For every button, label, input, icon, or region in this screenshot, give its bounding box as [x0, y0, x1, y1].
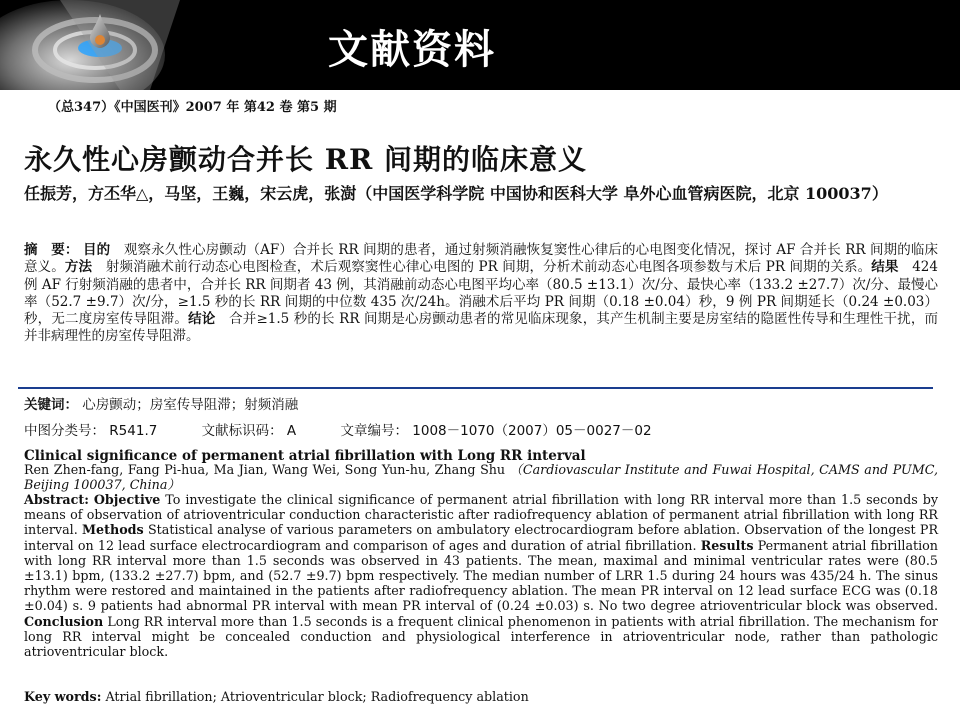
english-affiliation: （Cardiovascular Institute and Fuwai Hospital, CAMS and PUMC, Beijing 100037, China）: [24, 462, 938, 493]
classification-line: [24, 419, 652, 439]
clc-label: 中图分类号：: [24, 423, 105, 439]
chinese-authors: 任振芳，方丕华△，马坚，王巍，宋云虎，张澍（中国医学科学院 中国协和医科大学 阜外心血管病医院，北京 100037）: [24, 184, 888, 203]
doc-code-value: A: [286, 423, 297, 439]
journal-citation: （总347）《中国医刊》2007 年 第42 卷 第5 期: [48, 100, 337, 115]
en-results-label: Results: [700, 537, 754, 553]
english-title: Clinical significance of permanent atrial fibrillation with Long RR interval: [24, 448, 586, 464]
chinese-title: 永久性心房颤动合并长 RR 间期的临床意义: [24, 143, 588, 176]
chinese-abstract: [24, 242, 938, 346]
abstract-label: 摘 要：: [24, 242, 79, 258]
methods-text: 射频消融术前行动态心电图检查，术后观察窦性心律心电图的 PR 间期，分析术前动态心电图各项参数与术后 PR 间期的关系。: [92, 259, 872, 276]
slide-title: 文献资料: [328, 26, 496, 73]
clc-value: R541.7: [109, 423, 158, 439]
conclusion-label: 结论: [188, 311, 216, 328]
en-objective-text: To investigate the clinical significance of permanent atrial fibrillation with long RR interval more than 1.5 seconds by means of observation of atrioventricular conduction characteristic after radiofrequency ablation of permanent atrial fibrillation with long RR interval.: [24, 492, 938, 538]
en-keywords-label: Key words:: [24, 689, 102, 704]
en-conclusion-text: Long RR interval more than 1.5 seconds is a frequent clinical phenomenon in patients with atrial fibrillation. The mechanism for long RR interval might be concealed conduction and physiological interference in atrioventricular node, rather than pathologic atrioventricular block.: [24, 613, 938, 660]
english-abstract: [24, 492, 938, 659]
slide-header: [0, 0, 960, 90]
article-id-value: 1008－1070（2007）05－0027－02: [412, 423, 652, 439]
article-scan: [18, 90, 942, 720]
objective-label: 目的: [82, 242, 111, 258]
methods-label: 方法: [64, 259, 93, 276]
keywords-label: 关键词：: [24, 397, 78, 413]
objective-text: 观察永久性心房颤动（AF）合并长 RR 间期的患者，通过射频消融恢复窦性心律后的心电图变化情况，探讨 AF 合并长 RR 间期的临床意义。: [24, 242, 939, 276]
doc-code-label: 文献标识码：: [201, 423, 283, 439]
en-conclusion-label: Conclusion: [24, 613, 104, 629]
droplet-globe-logo: [0, 0, 190, 90]
english-authors: [24, 462, 938, 492]
en-methods-text: Statistical analyse of various parameters on ambulatory electrocardiogram before ablation. Observation of the longest PR interval on 12 lead surface electrocardiogram and comparison of ages and duration of atrial fibrillation.: [24, 522, 938, 553]
en-keywords-value: Atrial fibrillation; Atrioventricular block; Radiofrequency ablation: [105, 689, 529, 704]
en-abstract-label: Abstract:: [24, 492, 89, 507]
english-keywords: [24, 689, 529, 704]
results-label: 结果: [871, 259, 899, 276]
article-id-label: 文章编号：: [340, 423, 408, 439]
en-results-text: Permanent atrial fibrillation with long RR interval more than 1.5 seconds was observed in 43 patients. The mean, maximal and minimal ventricular rates were (80.5 ±13.1) bpm, (133.2 ±27.7) bpm, and (52.7 ±9.7) bpm respectively. The median number of LRR 1.5 during 24 hours was 435/24 h. The sinus rhythm were restored and maintained in the patients after radiofrequency ablation. The mean PR interval on 12 lead surface ECG was (0.18 ±0.04) s. 9 patients had abnormal PR interval with mean PR interval of (0.24 ±0.03) s. No two degree atrioventricular block was observed.: [24, 537, 938, 614]
en-methods-label: Methods: [82, 522, 144, 538]
abstract-divider: [18, 387, 933, 389]
english-author-names: Ren Zhen-fang, Fang Pi-hua, Ma Jian, Wang Wei, Song Yun-hu, Zhang Shu: [24, 462, 506, 477]
results-text: 424 例 AF 行射频消融的患者中，合并长 RR 间期者 43 例，其消融前动态心电图平均心率（80.5 ±13.1）次/分、最快心率（133.2 ±27.7）次/分、最慢心率（52.7 ±9.7）次/分，≥1.5 秒的长 RR 间期的中位数 435 次/24h。消融术后平均 PR 间期（0.18 ±0.04）秒，9 例 PR 间期延长（0.24 ±0.03）秒，无二度房室传导阻滞。: [24, 259, 938, 328]
chinese-keywords: [24, 393, 298, 413]
keywords-value: 心房颤动；房室传导阻滞；射频消融: [82, 397, 299, 413]
conclusion-text: 合并≥1.5 秒的长 RR 间期是心房颤动患者的常见临床现象，其产生机制主要是房室结的隐匿性传导和生理性干扰，而并非病理性的房室传导阻滞。: [24, 311, 939, 345]
en-objective-label: Objective: [93, 492, 161, 507]
